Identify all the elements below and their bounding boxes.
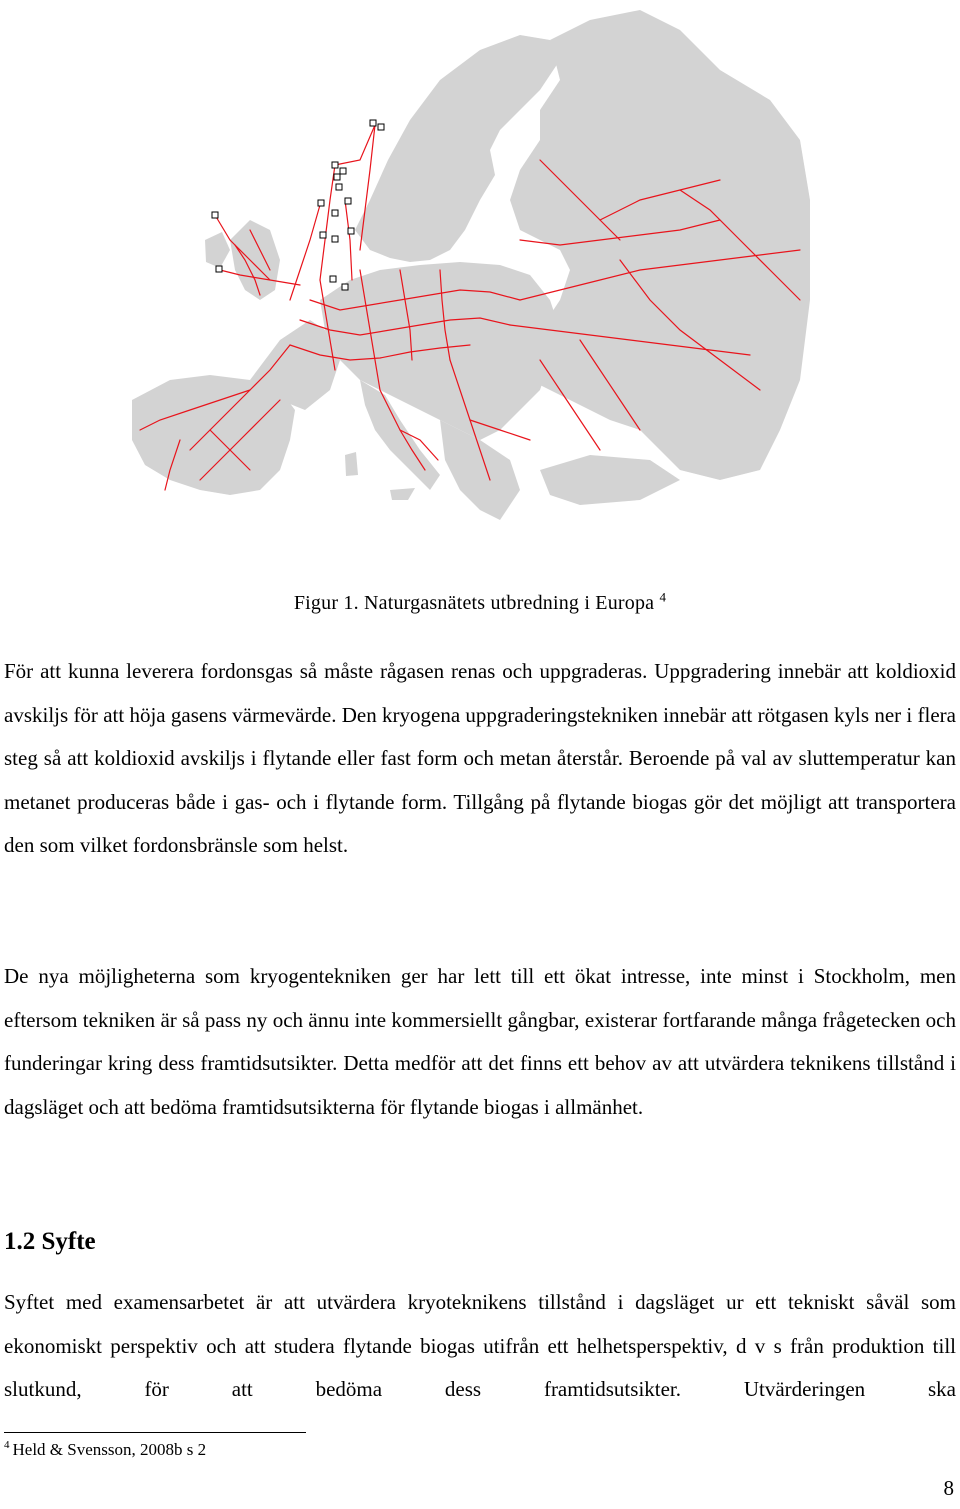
footnote-text: Held & Svensson, 2008b s 2	[12, 1440, 207, 1459]
footnote-number: 4	[4, 1439, 10, 1452]
paragraph-purpose: Syftet med examensarbetet är att utvärdera kryoteknikens tillstånd i dagsläget ur ett tekniskt såväl som ekonomiskt perspektiv och att studera flytande biogas utifrån ett helhetsperspektiv, d v s från produktion till slutkund, för att bedöma dess framtidsutsikter. Utvärderingen ska	[4, 1290, 956, 1401]
paragraph-cryo-interest: De nya möjligheterna som kryogentekniken ger har lett till ett ökat intresse, inte minst i Stockholm, men eftersom tekniken är så pass ny och ännu inte kommersiellt gångbar, existerar fortfarande många frågetecken och funderingar kring dess framtidsutsikter. Detta medför att det finns ett behov av att utvärdera teknikens tillstånd i dagsläget och att bedöma framtidsutsikterna för flytande biogas i allmänhet.	[4, 964, 956, 1119]
paragraph-upgrading: För att kunna leverera fordonsgas så måste rågasen renas och uppgraderas. Uppgradering innebär att koldioxid avskiljs för att höja gasens värmevärde. Den kryogena uppgraderingstekniken innebär att rötgasen kyls ner i flera steg så att koldioxid avskiljs i flytande eller fast form och metan återstår. Beroende på val av sluttemperatur kan metanet produceras både i gas- och i flytande form. Tillgång på flytande biogas gör det möjligt att transportera den som vilket fordonsbränsle som helst.	[4, 659, 956, 857]
page-number: 8	[943, 1476, 954, 1500]
figure-caption-text: Figur 1. Naturgasnätets utbredning i Europa	[293, 592, 655, 614]
footnote-reference: 4	[659, 589, 667, 605]
footnote	[4, 1440, 206, 1460]
footnote-separator	[4, 1432, 306, 1433]
europe-gas-network-map	[120, 0, 820, 580]
section-heading: 1.2 Syfte	[4, 1228, 96, 1255]
europe-landmass	[132, 10, 810, 520]
figure-caption	[0, 589, 960, 615]
